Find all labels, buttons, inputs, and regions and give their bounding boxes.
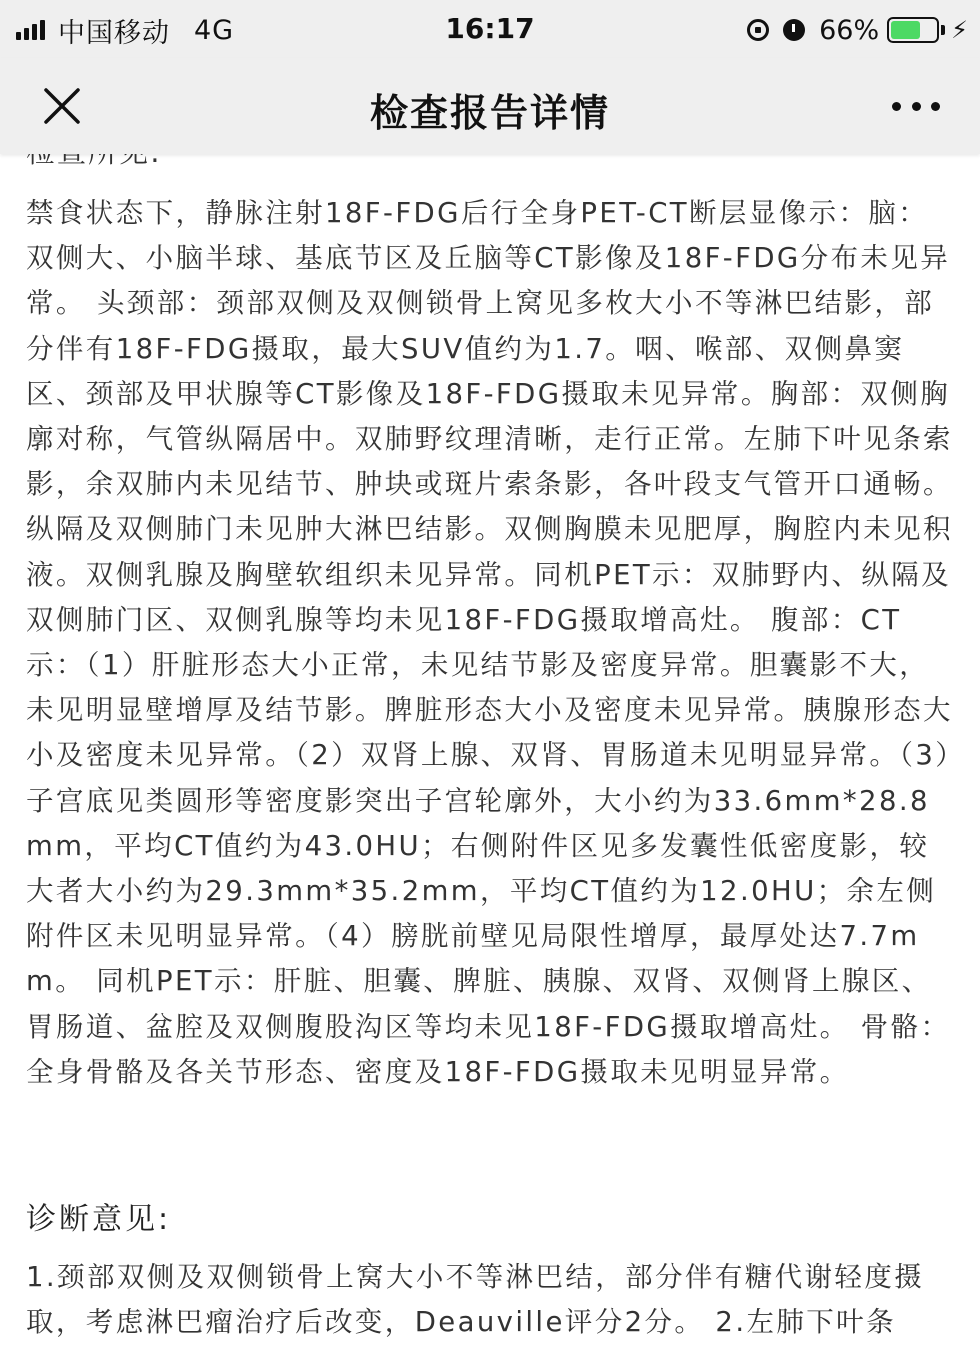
diagnosis-heading: 诊断意见:	[26, 1202, 172, 1237]
findings-text: 禁食状态下，静脉注射18F-FDG后行全身PET-CT断层显像示：脑：双侧大、小脑半球、基底节区及丘脑等CT影像及18F-FDG分布未见异常。 头颈部：颈部双侧及双侧锁骨上窝见多枚大小不等淋巴结影，部分伴有18F-FDG摄取，最大SUV值约为1.7。咽、喉部、双侧鼻窦区、颈部及甲状腺等CT影像及18F-FDG摄取未见异常。胸部：双侧胸廓对称，气管纵隔居中。双肺野纹理清晰，走行正常。左肺下叶见条索影，余双肺内未见结节、肿块或斑片索条影，各叶段支气管开口通畅。纵隔及双侧肺门未见肿大淋巴结影。双侧胸膜未见肥厚，胸腔内未见积液。双侧乳腺及胸壁软组织未见异常。同机PET示：双肺野内、纵隔及双侧肺门区、双侧乳腺等均未见18F-FDG摄取增高灶。 腹部：CT示：（1）肝脏形态大小正常，未见结节影及密度异常。胆囊影不大，未见明显壁增厚及结节影。脾脏形态大小及密度未见异常。胰腺形态大小及密度未见异常。（2）双肾上腺、双肾、胃肠道未见明显异常。（3）子宫底见类圆形等密度影突出子宫轮廓外，大小约为33.6mm*28.8mm，平均CT值约为43.0HU；右侧附件区见多发囊性低密度影，较大者大小约为29.3mm*35.2mm，平均CT值约为12.0HU；余左侧附件区未见明显异常。（4）膀胱前壁见局限性增厚，最厚处达7.7mm。 同机PET示：肝脏、胆囊、脾脏、胰腺、双肾、双侧肾上腺区、胃肠道、盆腔及双侧腹股沟区等均未见18F-FDG摄取增高灶。 骨骼：全身骨骼及各关节形态、密度及18F-FDG摄取未见明显异常。	[26, 197, 953, 1088]
network-type: 4G	[194, 14, 235, 46]
battery-cap	[941, 25, 945, 35]
diagnosis-text: 1.颈部双侧及双侧锁骨上窝大小不等淋巴结，部分伴有糖代谢轻度摄取，考虑淋巴瘤治疗后改变，Deauville评分2分。 2.左肺下叶条	[26, 1261, 925, 1338]
more-dot-icon	[931, 102, 940, 111]
charging-bolt-icon: ⚡	[951, 16, 968, 44]
rotation-lock-icon	[747, 19, 769, 41]
status-time: 16:17	[445, 12, 535, 45]
battery-icon	[887, 17, 939, 43]
more-options-button[interactable]	[892, 88, 940, 124]
alarm-icon	[783, 19, 805, 41]
more-dot-icon	[912, 102, 921, 111]
status-right	[747, 12, 968, 48]
status-bar	[0, 0, 980, 58]
page-title: 检查报告详情	[369, 91, 610, 135]
battery-level	[891, 21, 920, 39]
carrier-name: 中国移动	[58, 17, 170, 49]
battery-percent: 66%	[819, 14, 880, 46]
navigation-bar	[0, 58, 980, 154]
report-content[interactable]	[0, 154, 980, 1341]
more-dot-icon	[892, 102, 901, 111]
